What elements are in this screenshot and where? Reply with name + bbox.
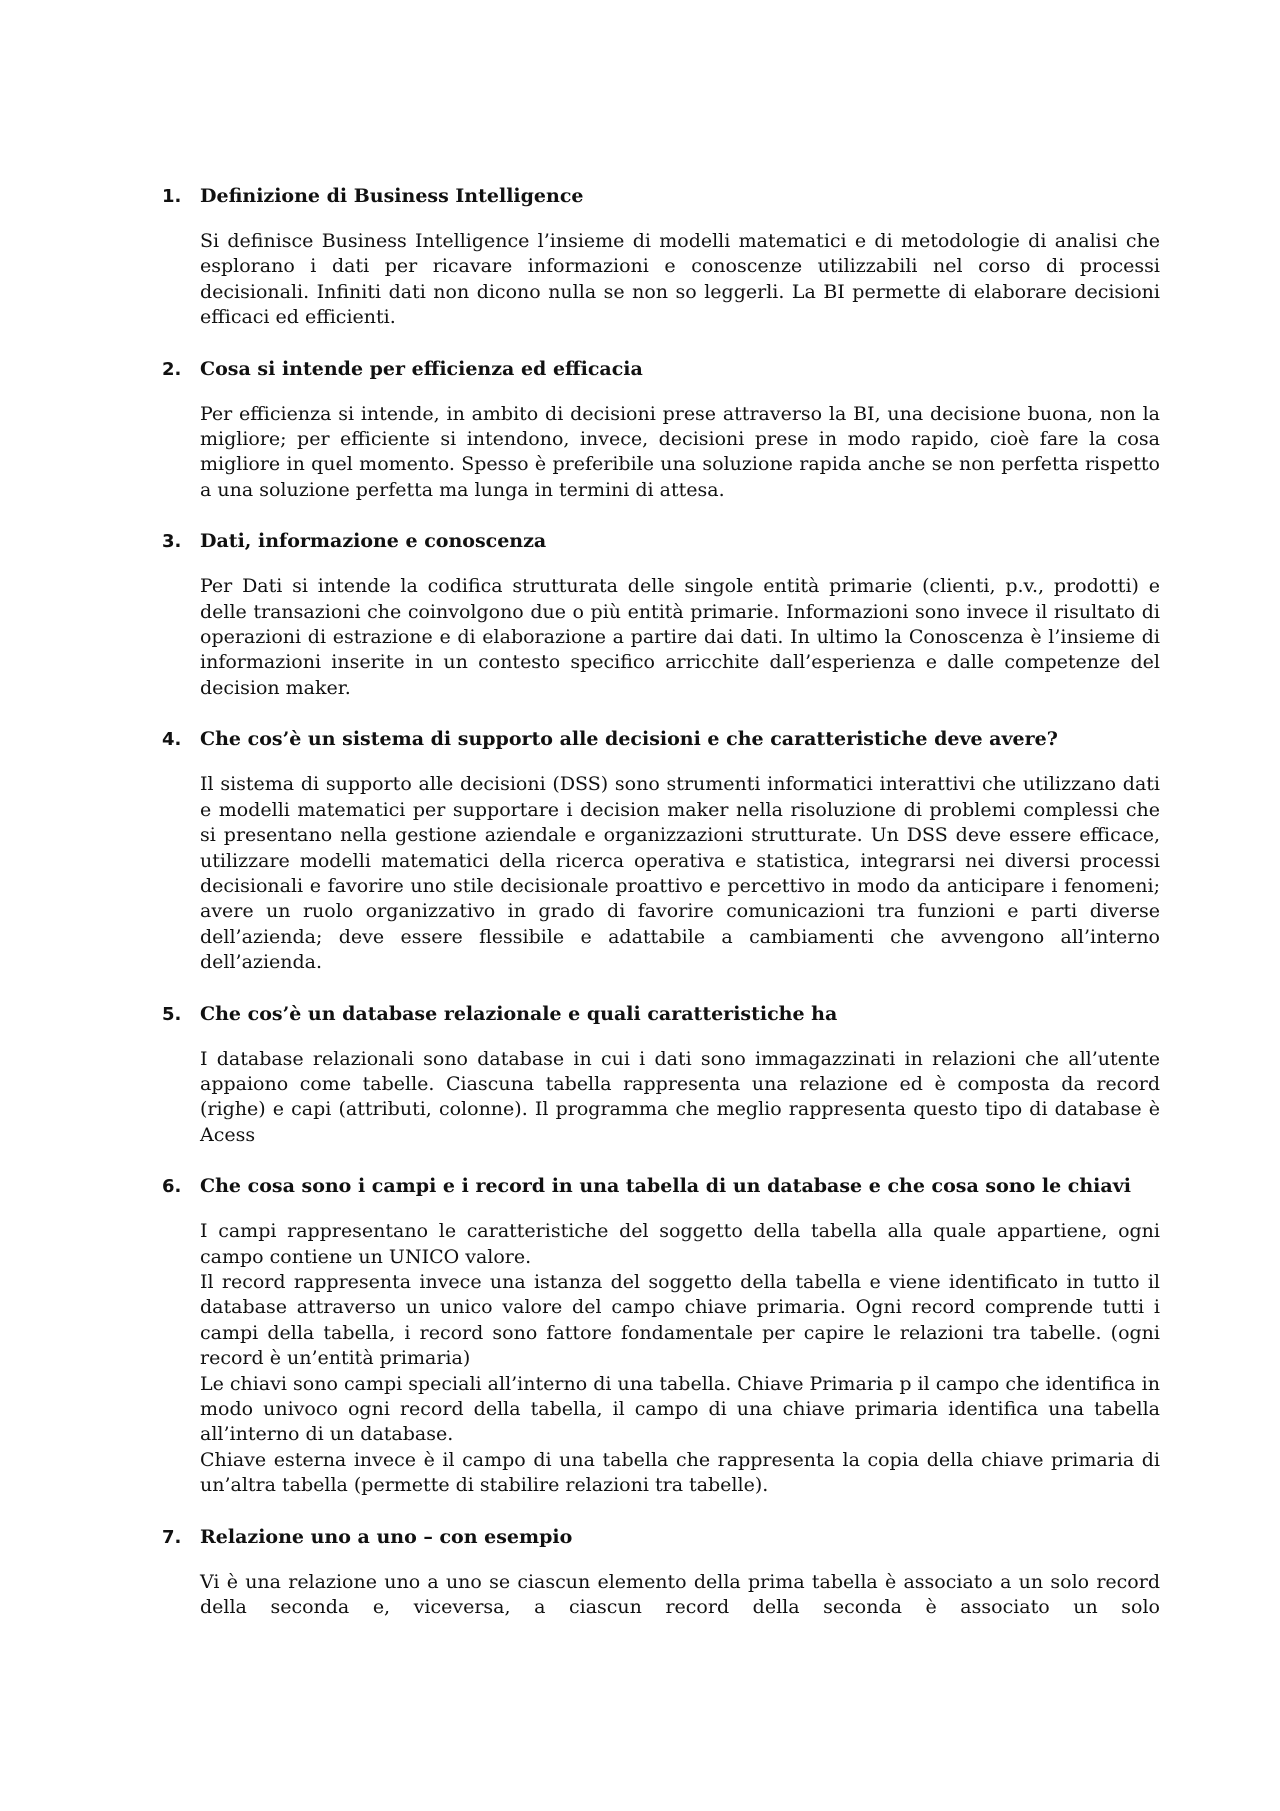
section-3: [160, 529, 1160, 701]
section-1: [160, 184, 1160, 331]
paragraph: Le chiavi sono campi speciali all’interno di una tabella. Chiave Primaria p il campo che identifica in modo univoco ogni record della tabella, il campo di una chiave primaria identifica una tabella all’interno di un database.: [200, 1372, 1160, 1446]
section-2: [160, 357, 1160, 504]
section-number: 3.: [162, 531, 182, 553]
paragraph: Il record rappresenta invece una istanza del soggetto della tabella e viene identificato in tutto il database attraverso un unico valore del campo chiave primaria. Ogni record comprende tutti i campi della tabella, i record sono fattore fondamentale per capire le relazioni tra tabelle. (ogni record è un’entità primaria): [200, 1270, 1160, 1370]
paragraph: Chiave esterna invece è il campo di una tabella che rappresenta la copia della chiave primaria di un’altra tabella (permette di stabilire relazioni tra tabelle).: [200, 1448, 1160, 1497]
document-content: [160, 184, 1160, 1620]
section-number: 7.: [162, 1526, 182, 1548]
section-6: [160, 1174, 1160, 1498]
section-number: 5.: [162, 1003, 182, 1025]
section-heading: [160, 184, 1160, 209]
section-7: [160, 1525, 1160, 1621]
section-title: Definizione di Business Intelligence: [200, 185, 584, 207]
section-title: Che cos’è un database relazionale e quali caratteristiche ha: [200, 1002, 838, 1025]
paragraph: Vi è una relazione uno a uno se ciascun elemento della prima tabella è associato a un solo record della seconda e, viceversa, a ciascun record della seconda è associato un solo: [200, 1570, 1160, 1619]
section-body: [200, 772, 1160, 975]
section-body: [200, 1570, 1160, 1621]
section-title: Che cosa sono i campi e i record in una tabella di un database e che cosa sono le chiavi: [200, 1175, 1131, 1198]
section-body: [200, 229, 1160, 331]
paragraph: Per Dati si intende la codifica strutturata delle singole entità primarie (clienti, p.v., prodotti) e delle transazioni che coinvolgono due o più entità primarie. Informazioni sono invece il risultato di operazioni di estrazione e di elaborazione a partire dai dati. In ultimo la Conoscenza è l’insieme di informazioni inserite in un contesto specifico arricchite dall’esperienza e dalle competenze del decision maker.: [200, 575, 1160, 699]
section-heading: [160, 727, 1160, 752]
paragraph: I campi rappresentano le caratteristiche del soggetto della tabella alla quale appartiene, ogni campo contiene un UNICO valore.: [200, 1220, 1160, 1268]
section-number: 1.: [162, 186, 182, 207]
section-title: Che cos’è un sistema di supporto alle decisioni e che caratteristiche deve avere?: [200, 728, 1058, 751]
section-title: Relazione uno a uno – con esempio: [200, 1525, 573, 1548]
section-body: [200, 1047, 1160, 1149]
section-heading: [160, 1525, 1160, 1550]
section-5: [160, 1002, 1160, 1149]
paragraph: I database relazionali sono database in cui i dati sono immagazzinati in relazioni che all’utente appaiono come tabelle. Ciascuna tabella rappresenta una relazione ed è composta da record (righe) e capi (attributi, colonne). Il programma che meglio rappresenta questo tipo di database è Acess: [200, 1047, 1160, 1146]
paragraph: Il sistema di supporto alle decisioni (DSS) sono strumenti informatici interattivi che utilizzano dati e modelli matematici per supportare i decision maker nella risoluzione di problemi complessi che si presentano nella gestione aziendale e organizzazioni strutturate. Un DSS deve essere efficace, utilizzare modelli matematici della ricerca operativa e statistica, integrarsi nei diversi processi decisionali e favorire uno stile decisionale proattivo e percettivo in modo da anticipare i fenomeni; avere un ruolo organizzativo in grado di favorire comunicazioni tra funzioni e parti diverse dell’azienda; deve essere flessibile e adattabile a cambiamenti che avvengono all’interno dell’azienda.: [200, 773, 1160, 974]
section-body: [200, 574, 1160, 701]
section-title: Dati, informazione e conoscenza: [200, 530, 547, 553]
section-number: 4.: [162, 729, 182, 751]
section-body: [200, 402, 1160, 504]
section-heading: [160, 1002, 1160, 1027]
section-body: [200, 1219, 1160, 1498]
section-4: [160, 727, 1160, 975]
section-title: Cosa si intende per efficienza ed efficacia: [200, 357, 643, 380]
section-heading: [160, 1174, 1160, 1199]
paragraph: Per efficienza si intende, in ambito di decisioni prese attraverso la BI, una decisione buona, non la migliore; per efficiente si intendono, invece, decisioni prese in modo rapido, cioè fare la cosa migliore in quel momento. Spesso è preferibile una soluzione rapida anche se non perfetta rispetto a una soluzione perfetta ma lunga in termini di attesa.: [200, 402, 1160, 501]
section-number: 2.: [162, 358, 182, 380]
section-heading: [160, 529, 1160, 554]
section-number: 6.: [162, 1176, 182, 1198]
paragraph: Si definisce Business Intelligence l’insieme di modelli matematici e di metodologie di analisi che esplorano i dati per ricavare informazioni e conoscenze utilizzabili nel corso di processi decisionali. Infiniti dati non dicono nulla se non so leggerli. La BI permette di elaborare decisioni efficaci ed efficienti.: [200, 230, 1160, 329]
section-heading: [160, 357, 1160, 382]
